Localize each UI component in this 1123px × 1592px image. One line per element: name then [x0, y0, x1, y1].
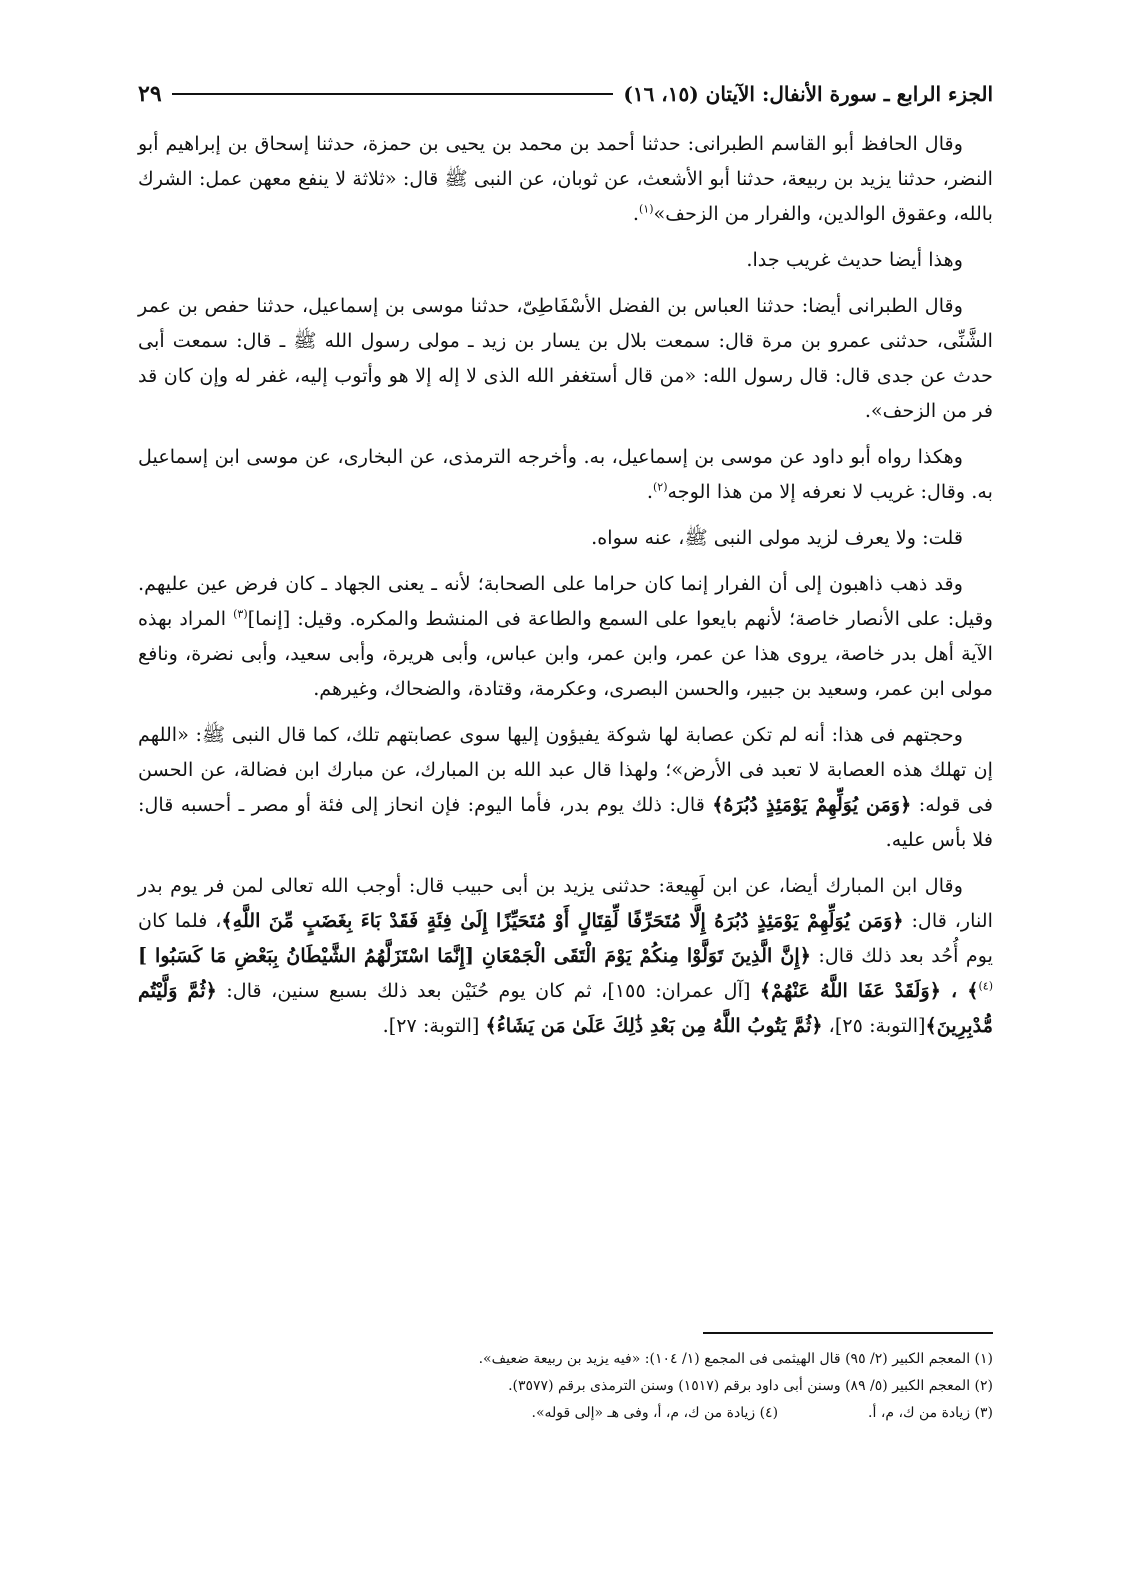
page-number: ٢٩	[138, 81, 162, 107]
paragraph: قلت: ولا يعرف لزيد مولى النبى ﷺ، عنه سواه.	[591, 526, 963, 549]
paragraph: وقال ابن المبارك أيضا، عن ابن لَهِيعة: حدثنى يزيد بن أبى حبيب قال: أوجب الله تعالى لمن فر يوم بدر النار، قال: ﴿وَمَن يُوَلِّهِمْ يَوْمَئِذٍ دُبُرَهُ إِلَّا مُتَحَرِّفًا لِّقِتَالٍ أَوْ مُتَحَيِّزًا إِلَىٰ فِئَةٍ فَقَدْ بَاءَ بِغَضَبٍ مِّنَ اللَّهِ﴾، فلما كان يوم أُحُد بعد ذلك قال: ﴿إِنَّ الَّذِينَ تَوَلَّوْا مِنكُمْ يَوْمَ الْتَقَى الْجَمْعَانِ [إِنَّمَا اسْتَزَلَّهُمُ الشَّيْطَانُ بِبَعْضِ مَا كَسَبُوا ]$^{(٤)}$﴾ ، ﴿وَلَقَدْ عَفَا اللَّهُ عَنْهُمْ﴾ [آل عمران: ١٥٥]، ثم كان يوم حُنَيْن بعد ذلك بسبع سنين، قال: ﴿ثُمَّ وَلَّيْتُم مُّدْبِرِينَ﴾[التوبة: ٢٥]، ﴿ثُمَّ يَتُوبُ اللَّهُ مِن بَعْدِ ذَٰلِكَ عَلَىٰ مَن يَشَاءُ﴾ [التوبة: ٢٧].	[138, 874, 994, 1037]
footnote-marker: (١)	[638, 202, 654, 216]
footnote: (٣) زيادة من ك، م، أ.	[868, 1405, 993, 1421]
paragraph: وقال الطبرانى أيضا: حدثنا العباس بن الفضل الأسْفَاطِىّ، حدثنا موسى بن إسماعيل، حدثنا حفص بن عمر الشَّنِّى، حدثنى عمرو بن مرة قال: سمعت بلال بن يسار بن زيد ـ مولى رسول الله ﷺ ـ قال: سمعت أبى حدث عن جدى قال: قال رسول الله: «من قال أستغفر الله الذى لا إله إلا هو وأتوب إليه، غفر له وإن كان قد فر من الزحف».	[138, 294, 993, 422]
footnote-row	[138, 1400, 993, 1427]
quran-verse: ﴿إِنَّ الَّذِينَ تَوَلَّوْا مِنكُمْ يَوْمَ الْتَقَى الْجَمْعَانِ [إِنَّمَا اسْتَزَلَّهُمُ الشَّيْطَانُ بِبَعْضِ مَا كَسَبُوا ]	[138, 944, 811, 967]
quran-verse: ﴿ثُمَّ وَلَّيْتُم مُّدْبِرِينَ﴾	[138, 979, 993, 1037]
quran-verse: ﴿وَمَن يُوَلِّهِمْ يَوْمَئِذٍ دُبُرَهُ﴾	[712, 793, 912, 816]
paragraph: وقال الحافظ أبو القاسم الطبرانى: حدثنا أحمد بن محمد بن يحيى بن حمزة، حدثنا إسحاق بن إبراهيم أبو النضر، حدثنا يزيد بن ربيعة، حدثنا أبو الأشعث، عن ثوبان، عن النبى ﷺ قال: «ثلاثة لا ينفع معهن عمل: الشرك بالله، وعقوق الوالدين، والفرار من الزحف»$^{(١)}$.	[138, 132, 993, 225]
footnote-marker: (٣)	[233, 607, 248, 621]
quran-verse: ﴿وَلَقَدْ عَفَا اللَّهُ عَنْهُمْ﴾	[759, 979, 941, 1002]
paragraph: وهكذا رواه أبو داود عن موسى بن إسماعيل، به. وأخرجه الترمذى، عن البخارى، عن موسى ابن إسماعيل به. وقال: غريب لا نعرفه إلا من هذا الوجه$^{(٢)}$.	[138, 445, 993, 503]
header-rule	[172, 93, 614, 95]
paragraph: وهذا أيضا حديث غريب جدا.	[746, 248, 963, 271]
footnote: (٤) زيادة من ك، م، أ، وفى هـ «إلى قوله».	[531, 1405, 779, 1421]
footnote-separator	[703, 1332, 993, 1334]
paragraph: وقد ذهب ذاهبون إلى أن الفرار إنما كان حراما على الصحابة؛ لأنه ـ يعنى الجهاد ـ كان فرض عين عليهم. وقيل: على الأنصار خاصة؛ لأنهم بايعوا على السمع والطاعة فى المنشط والمكره. وقيل: [إنما]$^{(٣)}$ المراد بهذه الآية أهل بدر خاصة، يروى هذا عن عمر، وابن عمر، وابن عباس، وأبى هريرة، وأبى سعيد، وأبى نضرة، ونافع مولى ابن عمر، وسعيد بن جبير، والحسن البصرى، وعكرمة، وقتادة، والضحاك، وغيرهم.	[138, 572, 993, 700]
footnote-marker: (٤)	[978, 979, 993, 993]
header-title: الجزء الرابع ـ سورة الأنفال: الآيتان (١٥، ١٦)	[623, 82, 993, 106]
main-text	[138, 126, 993, 1054]
footnotes	[138, 1346, 993, 1427]
footnote: (٢) المعجم الكبير (٥/ ٨٩) وسنن أبى داود برقم (١٥١٧) وسنن الترمذى برقم (٣٥٧٧).	[508, 1378, 993, 1394]
running-header	[138, 78, 993, 110]
footnote: (١) المعجم الكبير (٢/ ٩٥) قال الهيثمى فى المجمع (١/ ١٠٤): «فيه يزيد بن ربيعة ضعيف».	[478, 1351, 993, 1367]
footnote-marker: (٢)	[652, 480, 668, 494]
quran-verse: ﴿وَمَن يُوَلِّهِمْ يَوْمَئِذٍ دُبُرَهُ إِلَّا مُتَحَرِّفًا لِّقِتَالٍ أَوْ مُتَحَيِّزًا إِلَىٰ فِئَةٍ فَقَدْ بَاءَ بِغَضَبٍ مِّنَ اللَّهِ﴾	[221, 909, 904, 932]
quran-verse: ﴿ثُمَّ يَتُوبُ اللَّهُ مِن بَعْدِ ذَٰلِكَ عَلَىٰ مَن يَشَاءُ﴾	[485, 1014, 823, 1037]
paragraph: وحجتهم فى هذا: أنه لم تكن عصابة لها شوكة يفيؤون إليها سوى عصابتهم تلك، كما قال النبى ﷺ: «اللهم إن تهلك هذه العصابة لا تعبد فى الأرض»؛ ولهذا قال عبد الله بن المبارك، عن مبارك ابن فضالة، عن الحسن فى قوله: ﴿وَمَن يُوَلِّهِمْ يَوْمَئِذٍ دُبُرَهُ﴾ قال: ذلك يوم بدر، فأما اليوم: فإن انحاز إلى فئة أو مصر ـ أحسبه قال: فلا بأس عليه.	[138, 723, 993, 851]
